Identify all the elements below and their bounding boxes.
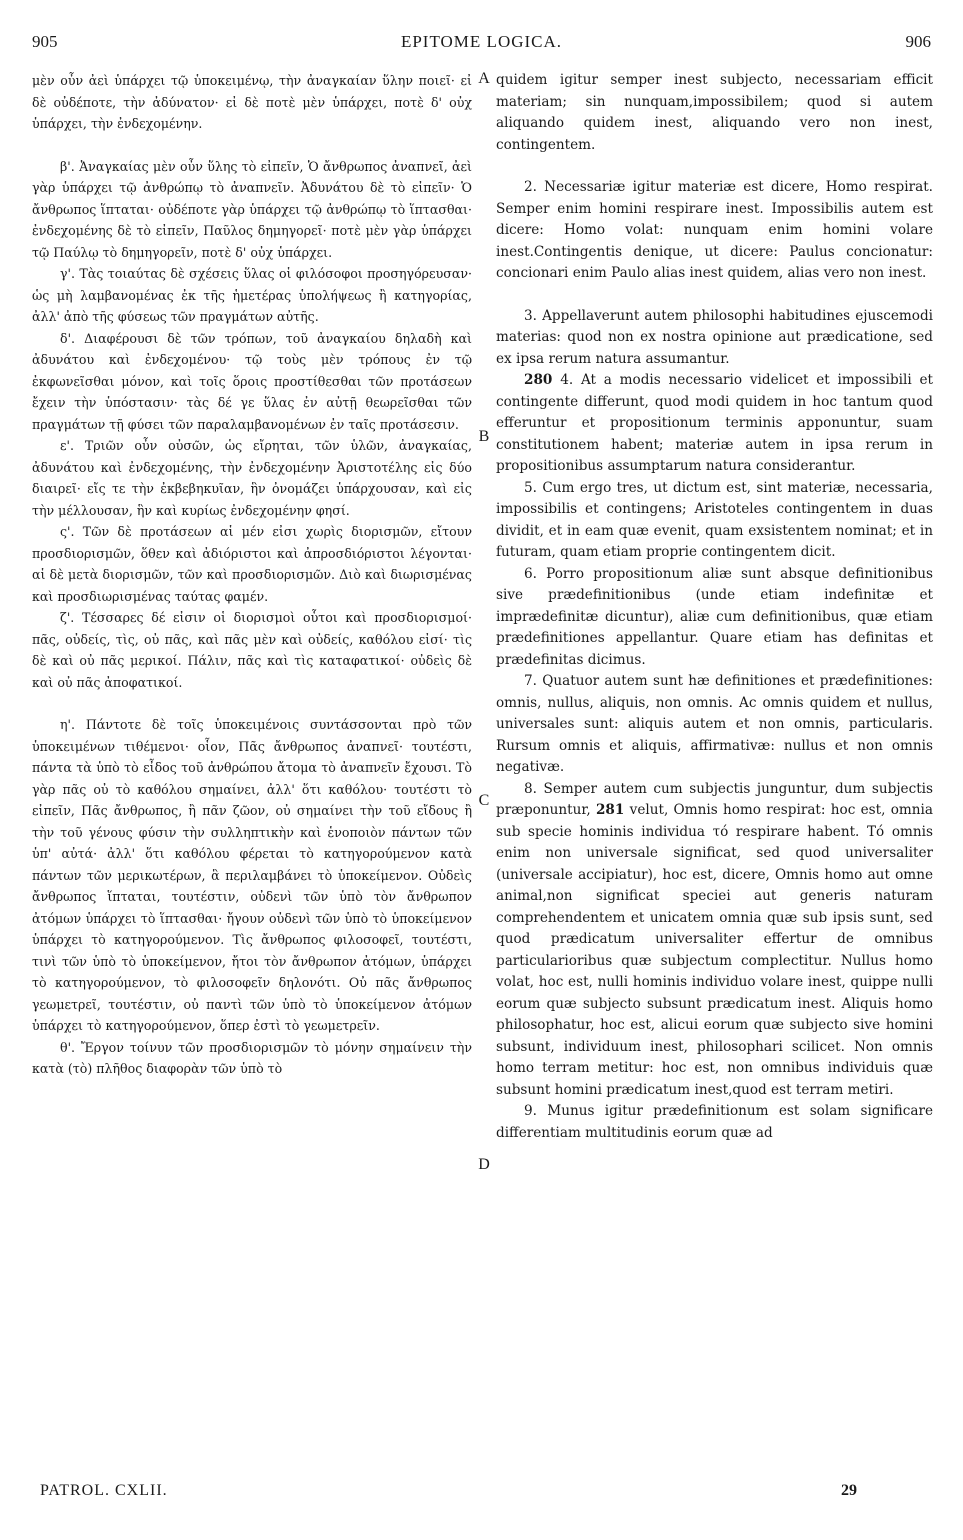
latin-paragraph-8: 8. Semper autem cum subjectis junguntur, dum subjectis præponuntur, 281 velut, Omnis homo respirat: hoc est, omnia sub specie hominis individua τό respirare habent. Τό omnis enim non universale significat, sed quod universaliter (universale accipiatur), hoc est, dicere, Omnis homo aut omne animal,non significat speciei aut generis naturam comprehendentem et unicatem omnia quæ sub ipsis sunt, sed quod prædicatum universaliter effertur de omnibus particularioribus quæ subjectum complectitur. Nullus homo volat, hoc est, nulli hominis individuo volare inest, quippe nulli eorum quæ subjecto subsunt prædicatum inest. Aliquis homo philosophatur, hoc est, alicui eorum quæ subjecto sive homini subsunt, individuum inest, philosophari scilicet. Non omnis homo terram metitur: hoc est, non omnibus individuis quæ subsunt homini prædicatum inest,quod est terram metiri. — [496, 780, 933, 1098]
latin-paragraph-4-text: 4. At a modis necessario videlicet et impossibili et contingente differunt, quod modi quidem in hoc tantum quod efferuntur et propositionum terminis apponuntur, suam constitutionem habent; materiæ autem in ipsa rerum in propositionibus assumptarum natura considerantur. — [496, 372, 933, 474]
page-footer — [32, 1482, 931, 1500]
latin-paragraph-3: 3. Appellaverunt autem philosophi habitudines ejuscemodi materias: quod non ex nostra opinione aut prædicatione, sed ex ipsa rerum natura assumantur. — [496, 307, 933, 367]
greek-paragraph-1: μὲν οὖν ἀεὶ ὑπάρχει τῷ ὑποκειμένῳ, τὴν ἀναγκαίαν ὕλην ποιεῖ· εἰ δὲ οὐδέποτε, τὴν ἀδύνατον· εἰ δὲ ποτὲ μὲν ὑπάρχει, ποτὲ δ' οὐχ ὑπάρχει, τὴν ἐνδεχομένην. — [32, 73, 472, 131]
column-number-280: 280 — [524, 372, 553, 388]
greek-paragraph-5: ε'. Τριῶν οὖν οὐσῶν, ὡς εἴρηται, τῶν ὑλῶν, ἀναγκαίας, ἀδυνάτου καὶ ἐνδεχομένης, τὴν ἐνδεχομένην Ἀριστοτέλης εἰς δύο διαιρεῖ· εἴς τε τὴν ἐκβεβηκυῖαν, ἣν ὀνομάζει ὑπάρχουσαν, καὶ εἰς τὴν μέλλουσαν, ἣν καὶ κυρίως ἐνδεχομένην φησί. — [32, 438, 472, 518]
margin-letter-a: A — [478, 70, 490, 87]
latin-paragraph-5: 5. Cum ergo tres, ut dictum est, sint materiæ, necessaria, impossibilis et contingens; Aristoteles contingentem in duas dividit, et in eam quæ evenit, quam exsistentem nominat; et in futuram, quam etiam proprie contingentem dicit. — [496, 479, 933, 560]
signature-mark: PATROL. CXLII. — [40, 1482, 168, 1499]
greek-paragraph-6: ς'. Τῶν δὲ προτάσεων αἱ μέν εἰσι χωρὶς διορισμῶν, εἴτουν προσδιορισμῶν, ὅθεν καὶ ἀδιόριστοι καὶ ἀπροσδιόριστοι λέγονται· αἱ δὲ μετὰ διορισμῶν, τῶν καὶ προσδιορισμῶν. Διὸ καὶ διωρισμένας καὶ προσδιωρισμένας ταύτας φαμέν. — [32, 524, 472, 604]
latin-paragraph-9: 9. Munus igitur prædefinitionum est solam significare differentiam multitudinis eorum quæ ad — [496, 1103, 933, 1141]
latin-column — [496, 70, 933, 1144]
greek-paragraph-4: δ'. Διαφέρουσι δὲ τῶν τρόπων, τοῦ ἀναγκαίου δηλαδὴ καὶ ἀδυνάτου καὶ ἐνδεχομένου· τῷ τοὺς μὲν τρόπους ἐν τῷ ἐκφωνεῖσθαι μόνον, καὶ τοῖς ὅροις προστίθεσθαι τῶν προτάσεων ἔχειν τὴν ὑπόστασιν· τὰς δέ γε ὕλας ἐν αὐτῇ θεωρεῖσθαι τῶν πραγμάτων τῇ φύσει τῶν παραλαμβανομένων ἐν ταῖς προτάσεσιν. — [32, 330, 472, 432]
latin-paragraph-1: quidem igitur semper inest subjecto, necessariam efficit materiam; sin nunquam,impossibilem; quod si autem aliquando quidem inest, aliquando vero non inest, contingentem. — [496, 72, 933, 153]
page-number-left: 905 — [32, 32, 58, 51]
sheet-number: 29 — [841, 1482, 857, 1499]
latin-paragraph-4 — [496, 370, 933, 478]
greek-paragraph-2: β'. Ἀναγκαίας μὲν οὖν ὕλης τὸ εἰπεῖν, Ὁ ἄνθρωπος ἀναπνεῖ, ἀεὶ γὰρ ὑπάρχει τῷ ἀνθρώπῳ τὸ ἀναπνεῖν. Ἀδυνάτου δὲ τὸ εἰπεῖν· Ὁ ἄνθρωπος ἵπταται· οὐδέποτε γὰρ ὑπάρχει τῷ ἀνθρώπῳ τὸ ἵπτασθαι· ἐνδεχομένης δὲ τὸ εἰπεῖν, Παῦλος δημηγορεῖ· ποτὲ μὲν γὰρ ὑπάρχει τῷ Παύλῳ τὸ δημηγορεῖν, ποτὲ δ' οὐχ ὑπάρχει. — [32, 158, 472, 260]
margin-letter-c: C — [478, 792, 490, 809]
greek-column — [32, 70, 472, 1080]
greek-paragraph-7: ζ'. Τέσσαρες δέ εἰσιν οἱ διορισμοὶ οὗτοι καὶ προσδιορισμοί· πᾶς, οὐδείς, τὶς, οὐ πᾶς, καὶ πᾶς μὲν καὶ οὐδείς, καθόλου εἰσί· τὶς δὲ καὶ οὐ πᾶς μερικοί. Πάλιν, πᾶς καὶ τὶς καταφατικοί· οὐδεὶς δὲ καὶ οὐ πᾶς ἀποφατικοί. — [32, 610, 472, 690]
column-number-281: 281 — [595, 802, 625, 818]
greek-paragraph-9: θ'. Ἔργον τοίνυν τῶν προσδιορισμῶν τὸ μόνην σημαίνειν τὴν κατὰ (τὸ) πλῆθος διαφορὰν τῶν ὑπὸ τὸ — [32, 1039, 472, 1076]
margin-letter-b: B — [478, 428, 490, 445]
latin-paragraph-6: 6. Porro propositionum aliæ sunt absque definitionibus sive prædefinitionibus (unde etiam indefinitæ et imprædefinitæ dicuntur), aliæ cum definitionibus, quæ etiam prædefinitiones appellantur. Quare etiam has definitas et prædefinitas dicimus. — [496, 565, 933, 668]
running-title: EPITOME LOGICA. — [400, 32, 563, 51]
latin-paragraph-2: 2. Necessariæ igitur materiæ est dicere, Homo respirat. Semper enim homini respirare inest. Impossibilis autem est dicere: Homo volat: nunquam enim homini volare inest.Contingentis denique, ut dicere: Paulus concionatur: concionari enim Paulo alias inest quidem, alias vero non inest. — [496, 179, 933, 281]
latin-paragraph-7: 7. Quatuor autem sunt hæ definitiones et prædefinitiones: omnis, nullus, aliquis, non omnis. Ac omnis quidem et nullus, universales sunt: aliquis autem et non omnis, particularis. Rursum omnis et aliquis, affirmativæ: nullus et non omnis negativæ. — [496, 673, 933, 775]
page-number-right: 906 — [905, 32, 931, 51]
greek-paragraph-3: γ'. Τὰς τοιαύτας δὲ σχέσεις ὕλας οἱ φιλόσοφοι προσηγόρευσαν· ὡς μὴ λαμβανομένας ἐκ τῆς ἡμετέρας ὑπολήψεως ἢ κατηγορίας, ἀλλ' ἀπὸ τῆς φύσεως τῶν πραγμάτων αὐτῆς. — [32, 266, 472, 324]
greek-paragraph-8: η'. Πάντοτε δὲ τοῖς ὑποκειμένοις συντάσσονται πρὸ τῶν ὑποκειμένων τιθέμενοι· οἷον, Πᾶς ἄνθρωπος ἀναπνεῖ· τουτέστι, πάντα τὰ ὑπὸ τὸ εἶδος τοῦ ἀνθρώπου ἄτομα τὸ ἀναπνεῖν ἔχουσι. Τὸ γὰρ πᾶς οὐ τὸ καθόλου σημαίνει, ἀλλ' ὅτι καθόλου· τουτέστι τὸ εἰπεῖν, Πᾶς ἄνθρωπος, ἢ πᾶν ζῶον, οὐ σημαίνει τὴν τοῦ εἴδους ἢ τὴν τοῦ γένους φύσιν τὴν συλληπτικὴν καὶ ἑνοποιὸν πάντων τῶν ὑπ' αὐτά· ἀλλ' ὅτι καθόλου φέρεται τὸ κατηγορούμενον κατὰ πάντων τῶν μερικωτέρων, ἃ περιλαμβάνει τὸ ὑποκείμενον. Οὐδεὶς ἄνθρωπος ἵπταται, τουτέστιν, οὐδενὶ τῶν ὑπὸ τὸν ἄνθρωπον ἀτόμων ὑπάρχει τὸ ἵπτασθαι· ἤγουν οὐδενὶ τῶν ὑπὸ τὸ ὑποκείμενον ὑπάρχει τὸ κατηγορούμενον. Τὶς ἄνθρωπος φιλοσοφεῖ, τουτέστι, τινὶ τῶν ὑπὸ τὸ ὑποκείμενον, ἤτοι τὸν ἄνθρωπον ἀτόμων, ὑπάρχει τὸ κατηγορούμενον, τὸ φιλοσοφεῖν δηλονότι. Οὐ πᾶς ἄνθρωπος γεωμετρεῖ, τουτέστιν, οὐ παντὶ τῶν ὑπὸ τὸ ὑποκείμενον ἀτόμων ὑπάρχει τὸ κατηγορούμενον, ὅπερ ἐστὶ τὸ γεωμετρεῖν. — [32, 717, 472, 1033]
page-header — [32, 32, 931, 58]
margin-letter-d: D — [478, 1156, 490, 1173]
